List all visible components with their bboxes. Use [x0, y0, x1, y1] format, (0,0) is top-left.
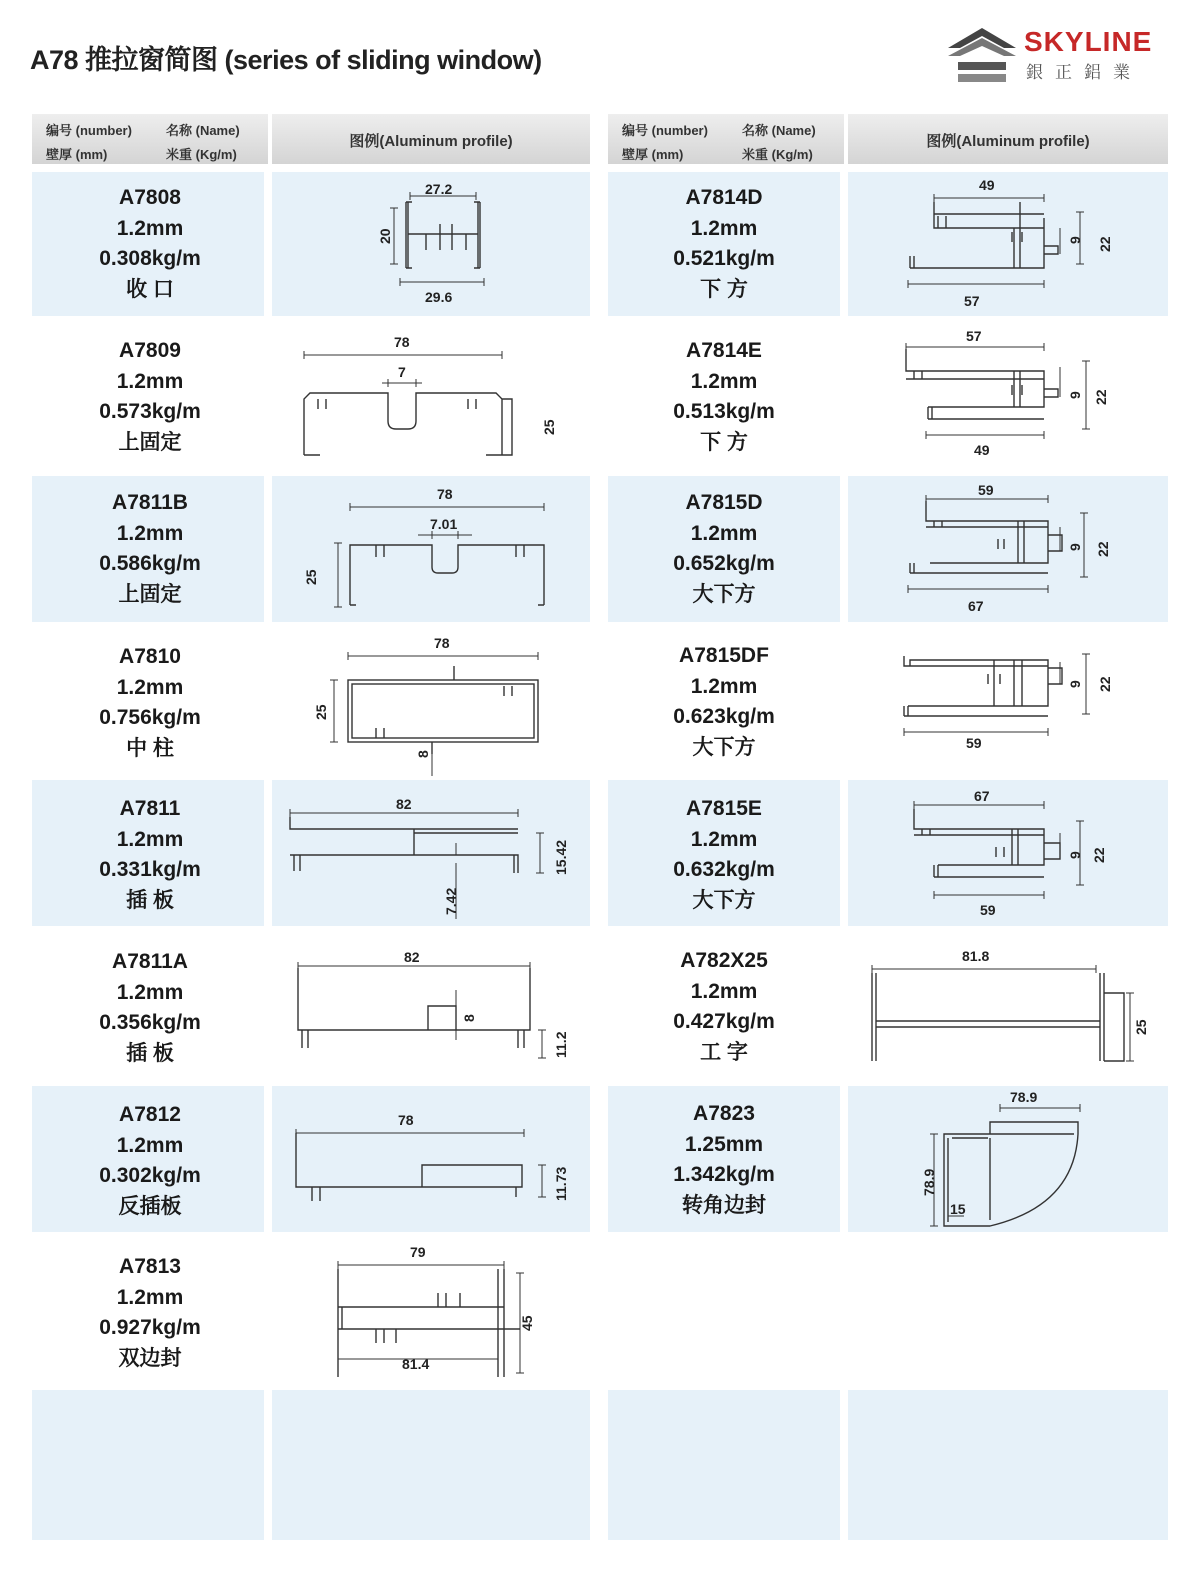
header-profile: 图例(Aluminum profile): [349, 133, 513, 150]
dim-label: 8: [415, 750, 431, 758]
dim-label: 22: [1097, 676, 1113, 692]
profile-thickness: 1.2mm: [116, 216, 184, 240]
profile-name: 转角边封: [682, 1193, 766, 1217]
dim-label: 9: [1067, 543, 1083, 551]
profile-code: A7814D: [685, 186, 763, 209]
dim-label: 11.73: [553, 1166, 569, 1201]
header-number: 编号 (number): [46, 123, 132, 138]
profile-drawing-a7810: [272, 630, 590, 780]
profile-code: A7811B: [112, 491, 188, 514]
profile-code: A7808: [119, 186, 181, 209]
dim-label: 49: [979, 177, 995, 193]
profile-drawing-a7811: [272, 783, 590, 929]
profile-weight: 0.521kg/m: [673, 247, 775, 270]
dim-label: 7.42: [443, 887, 459, 915]
profile-code: A7823: [693, 1102, 755, 1125]
dim-label: 11.2: [553, 1031, 569, 1058]
row-band: [848, 1390, 1168, 1540]
profile-thickness: 1.2mm: [690, 827, 758, 851]
dim-label: 78: [394, 334, 410, 350]
profile-code: A7814E: [686, 339, 762, 362]
dim-label: 78.9: [1010, 1089, 1038, 1105]
table-header-right-profile: [848, 114, 1168, 164]
dim-label: 29.6: [425, 289, 453, 305]
profile-info: [608, 1088, 840, 1221]
profile-drawing-a7811a: [272, 936, 590, 1082]
profile-code: A7813: [119, 1255, 181, 1278]
profile-info: [608, 325, 840, 458]
profile-name: 双边封: [118, 1346, 182, 1370]
header-thickness: 壁厚 (mm): [46, 147, 108, 162]
profile-weight: 0.331kg/m: [99, 858, 201, 881]
profile-name: 中 柱: [126, 736, 174, 760]
profile-weight: 0.632kg/m: [673, 858, 775, 881]
dim-label: 59: [980, 902, 996, 918]
profile-info: [32, 325, 268, 458]
header-weight: 米重 (Kg/m): [742, 147, 813, 162]
dim-label: 20: [377, 228, 393, 244]
profile-drawing-a7808: [272, 172, 590, 316]
profile-weight: 0.586kg/m: [99, 552, 201, 575]
profile-name: 上固定: [118, 582, 182, 606]
dim-label: 59: [966, 735, 982, 751]
profile-name: 插 板: [126, 888, 174, 912]
profile-code: A7812: [119, 1103, 181, 1126]
brand-logo: [944, 22, 1164, 86]
dim-label: 57: [966, 328, 982, 344]
skyline-logo-icon: [944, 22, 1020, 86]
profile-info: [32, 783, 268, 916]
profile-drawing-a7815d: [848, 477, 1168, 625]
profile-thickness: 1.2mm: [116, 1285, 184, 1309]
profile-name: 工 字: [700, 1040, 748, 1064]
profile-weight: 0.573kg/m: [99, 400, 201, 423]
profile-drawing-a7812: [272, 1089, 590, 1235]
dim-label: 7.01: [430, 516, 458, 532]
profile-name: 上固定: [118, 430, 182, 454]
dim-label: 57: [964, 293, 980, 309]
profile-drawing-a7814e: [848, 325, 1168, 473]
header-profile: 图例(Aluminum profile): [926, 133, 1090, 150]
dim-label: 59: [978, 482, 994, 498]
row-band: [272, 1390, 590, 1540]
profile-name: 大下方: [692, 888, 756, 912]
dim-label: 49: [974, 442, 990, 458]
dim-label: 67: [974, 788, 990, 804]
profile-info: [32, 477, 268, 610]
header-weight: 米重 (Kg/m): [166, 147, 237, 162]
dim-label: 78: [434, 635, 450, 651]
profile-info: [32, 631, 268, 764]
profile-info: [608, 630, 840, 763]
header-number: 编号 (number): [622, 123, 708, 138]
table-header-right: [608, 114, 844, 164]
header-name: 名称 (Name): [742, 123, 816, 138]
profile-weight: 0.756kg/m: [99, 706, 201, 729]
profile-name: 下 方: [700, 430, 748, 454]
profile-weight: 1.342kg/m: [673, 1163, 775, 1186]
dim-label: 7: [398, 364, 406, 380]
profile-code: A7815DF: [679, 644, 769, 667]
profile-name: 大下方: [692, 582, 756, 606]
profile-drawing-a7823: [848, 1088, 1168, 1234]
header-thickness: 壁厚 (mm): [622, 147, 684, 162]
dim-label: 22: [1097, 236, 1113, 252]
dim-label: 9: [1067, 680, 1083, 688]
dim-label: 15.42: [553, 839, 569, 875]
profile-weight: 0.623kg/m: [673, 705, 775, 728]
dim-label: 9: [1067, 851, 1083, 859]
profile-drawing-a7815e: [848, 783, 1168, 929]
profile-code: A7815E: [686, 797, 762, 820]
profile-info: [32, 1089, 268, 1222]
page-title: A78 推拉窗简图 (series of sliding window): [30, 45, 542, 75]
dim-label: 25: [313, 704, 329, 720]
dim-label: 79: [410, 1244, 426, 1260]
profile-thickness: 1.2mm: [690, 674, 758, 698]
profile-name: 收 口: [126, 277, 174, 301]
row-band: [32, 1390, 264, 1540]
dim-label: 9: [1067, 391, 1083, 399]
dim-label: 81.8: [962, 948, 990, 964]
dim-label: 9: [1067, 236, 1083, 244]
profile-thickness: 1.2mm: [690, 521, 758, 545]
dim-label: 27.2: [425, 181, 453, 197]
dim-label: 81.4: [402, 1356, 430, 1372]
dim-label: 25: [1133, 1019, 1149, 1035]
dim-label: 22: [1095, 541, 1111, 557]
profile-drawing-a7813: [272, 1241, 590, 1387]
profile-code: A7809: [119, 339, 181, 362]
profile-thickness: 1.2mm: [690, 979, 758, 1003]
profile-thickness: 1.2mm: [116, 521, 184, 545]
row-band: [608, 1390, 840, 1540]
dim-label: 22: [1093, 389, 1109, 405]
profile-thickness: 1.2mm: [690, 369, 758, 393]
profile-weight: 0.513kg/m: [673, 400, 775, 423]
profile-thickness: 1.2mm: [116, 827, 184, 851]
profile-code: A782X25: [680, 949, 768, 972]
dim-label: 78: [398, 1112, 414, 1128]
profile-thickness: 1.25mm: [684, 1132, 764, 1156]
profile-weight: 0.302kg/m: [99, 1164, 201, 1187]
brand-cn: 銀正鋁業: [1026, 63, 1142, 82]
profile-name: 大下方: [692, 735, 756, 759]
profile-drawing-a782x25: [848, 935, 1168, 1081]
dim-label: 15: [950, 1201, 966, 1217]
dim-label: 25: [541, 419, 557, 435]
profile-info: [32, 1241, 268, 1374]
profile-weight: 0.927kg/m: [99, 1316, 201, 1339]
dim-label: 8: [461, 1014, 477, 1022]
profile-thickness: 1.2mm: [116, 369, 184, 393]
profile-info: [608, 783, 840, 916]
profile-drawing-a7811b: [272, 477, 590, 625]
profile-info: [32, 936, 268, 1069]
dim-label: 25: [303, 569, 319, 585]
dim-label: 78: [437, 486, 453, 502]
profile-thickness: 1.2mm: [690, 216, 758, 240]
table-header-left: [32, 114, 268, 164]
profile-info: [32, 172, 268, 305]
profile-weight: 0.652kg/m: [673, 552, 775, 575]
dim-label: 82: [396, 796, 412, 812]
profile-info: [608, 935, 840, 1068]
header-name: 名称 (Name): [166, 123, 240, 138]
brand-name: SKYLINE: [1024, 26, 1153, 57]
dim-label: 22: [1091, 847, 1107, 863]
profile-weight: 0.356kg/m: [99, 1011, 201, 1034]
profile-thickness: 1.2mm: [116, 1133, 184, 1157]
profile-code: A7811A: [112, 950, 188, 973]
dim-label: 45: [519, 1315, 535, 1331]
dim-label: 67: [968, 598, 984, 614]
profile-info: [608, 477, 840, 610]
profile-drawing-a7814d: [848, 172, 1168, 316]
dim-label: 78.9: [921, 1168, 937, 1196]
profile-code: A7811: [119, 797, 181, 820]
table-header-left-profile: [272, 114, 590, 164]
dim-label: 82: [404, 949, 420, 965]
profile-name: 反插板: [118, 1194, 182, 1218]
profile-code: A7815D: [685, 491, 763, 514]
profile-name: 下 方: [700, 277, 748, 301]
profile-drawing-a7815df: [848, 630, 1168, 780]
profile-thickness: 1.2mm: [116, 980, 184, 1004]
profile-weight: 0.308kg/m: [99, 247, 201, 270]
profile-weight: 0.427kg/m: [673, 1010, 775, 1033]
profile-drawing-a7809: [272, 325, 590, 473]
profile-thickness: 1.2mm: [116, 675, 184, 699]
profile-name: 插 板: [126, 1041, 174, 1065]
profile-code: A7810: [119, 645, 181, 668]
profile-info: [608, 172, 840, 305]
